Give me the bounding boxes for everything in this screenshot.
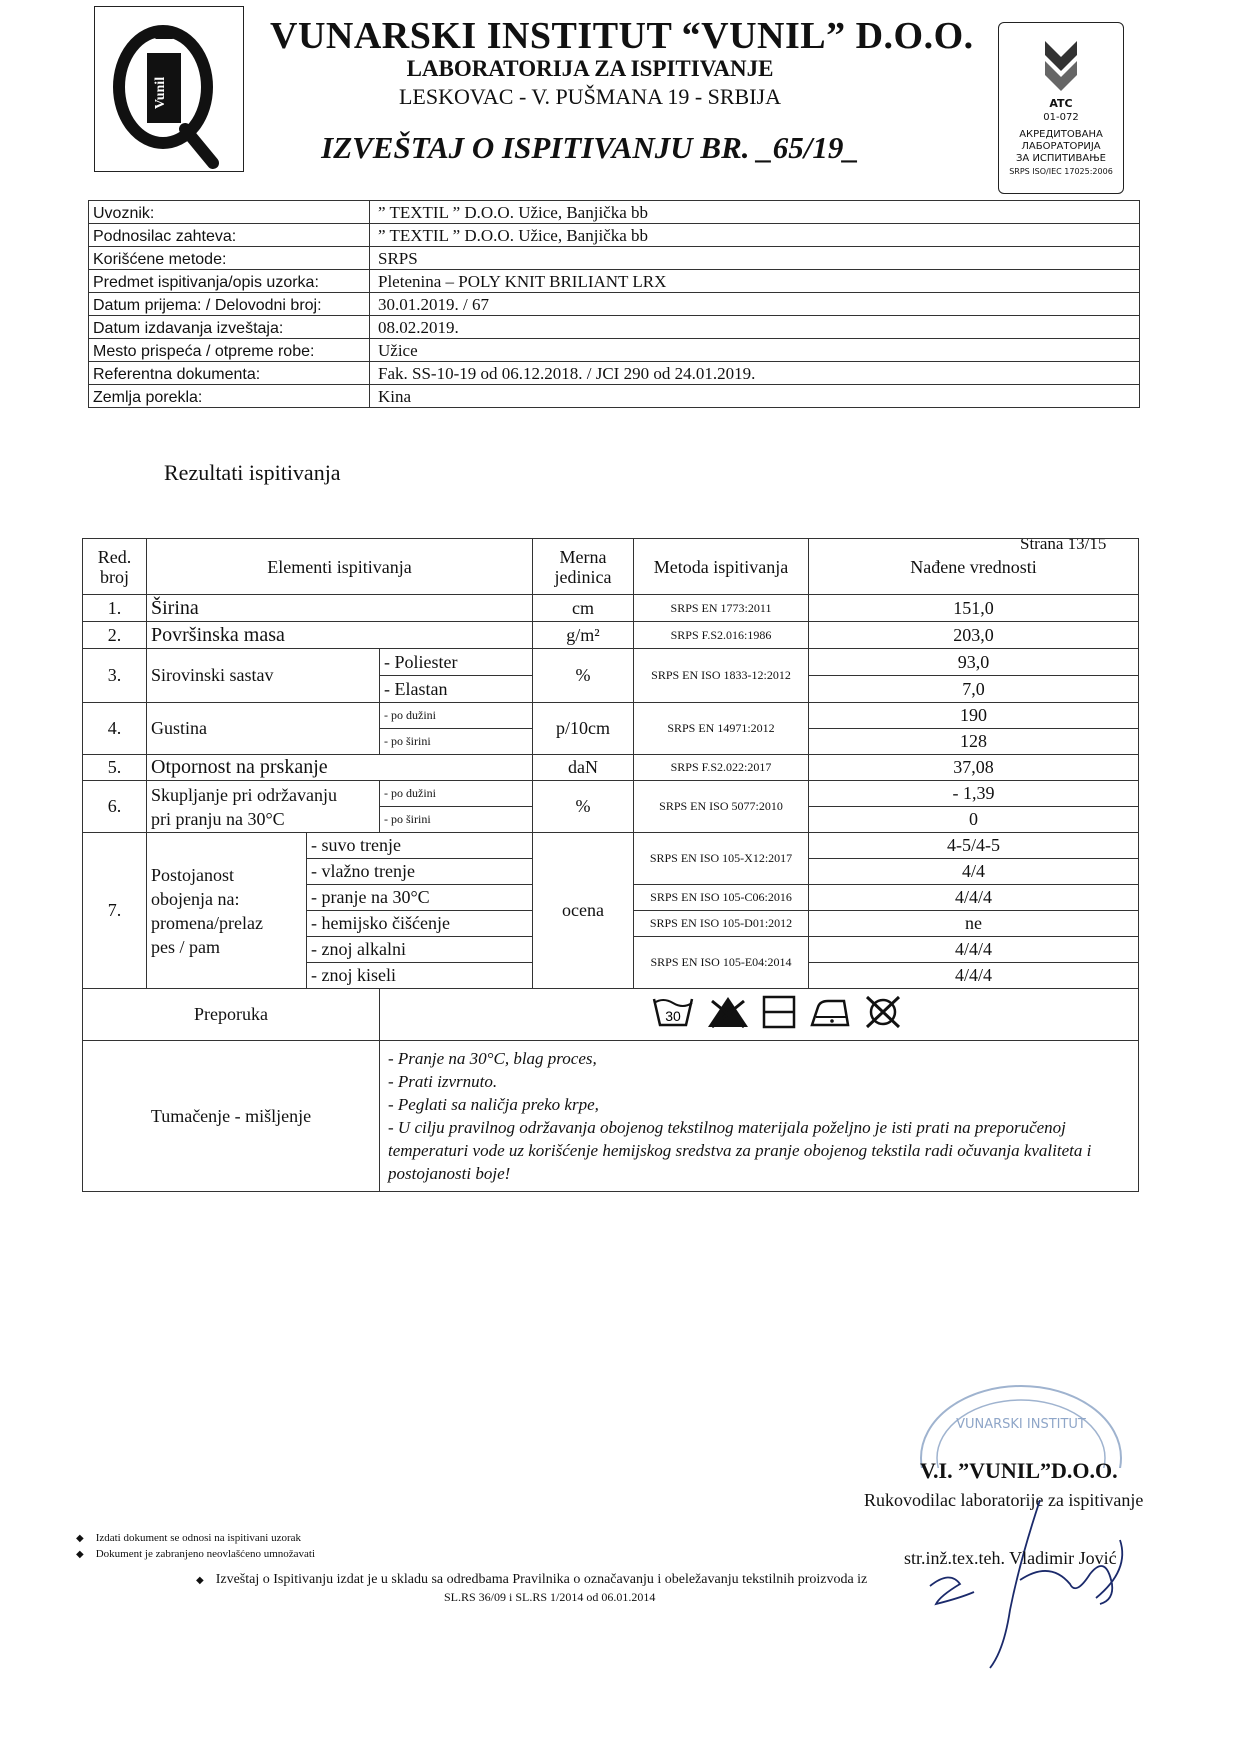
- row-method: SRPS EN ISO 1833-12:2012: [634, 649, 809, 703]
- institute-name: VUNARSKI INSTITUT “VUNIL” D.O.O.: [270, 15, 974, 57]
- row-no: 5.: [83, 755, 147, 781]
- info-value: SRPS: [370, 247, 1140, 270]
- row-method: SRPS EN ISO 5077:2010: [634, 781, 809, 833]
- footer-note: [76, 1532, 301, 1544]
- table-row: [83, 781, 1139, 807]
- signatory-name: str.inž.tex.teh. Vladimir Jović: [904, 1548, 1117, 1568]
- header-unit: Merna jedinica: [533, 539, 634, 595]
- info-value: Kina: [370, 385, 1140, 408]
- row-unit: cm: [533, 595, 634, 622]
- row-method: SRPS EN ISO 105-D01:2012: [634, 911, 809, 937]
- row-no: 3.: [83, 649, 147, 703]
- row-element: [147, 781, 380, 833]
- row-method: SRPS F.S2.022:2017: [634, 755, 809, 781]
- row-value: 151,0: [809, 595, 1139, 622]
- row-subelement: - pranje na 30°C: [307, 885, 533, 911]
- row-no: 4.: [83, 703, 147, 755]
- iron-icon: [808, 995, 852, 1029]
- no-dryclean-icon: [864, 995, 902, 1029]
- info-row: [89, 362, 1140, 385]
- report-label: IZVEŠTAJ O ISPITIVANJU BR.: [321, 130, 750, 165]
- report-title: [270, 130, 910, 166]
- info-value: Užice: [370, 339, 1140, 362]
- institute-stamp: [916, 1378, 1126, 1468]
- recommendation-row: [83, 989, 1139, 1041]
- row-unit: g/m²: [533, 622, 634, 649]
- footer-note-text: Dokument je zabranjeno neovlašćeno umnožavati: [95, 1548, 316, 1560]
- interpretation-line: - U cilju pravilnog održavanja obojenog tekstilnog materijala poželjno je isti prati na preporučenoj temperaturi vode uz korišćenje hemijskog sredstva za pranje obojenog tekstila radi očuvanja kvaliteta i postojanosti boje!: [388, 1118, 1092, 1183]
- info-label: Mesto prispeća / otpreme robe:: [89, 339, 370, 362]
- report-number: _65/19_: [757, 130, 859, 165]
- row-value: 4-5/4-5: [809, 833, 1139, 859]
- row-no: 6.: [83, 781, 147, 833]
- row-element: Otpornost na prskanje: [147, 755, 533, 781]
- interpretation-line: - Prati izvrnuto.: [388, 1072, 498, 1091]
- row-element-line4: pes / pam: [151, 936, 220, 957]
- info-label: Datum izdavanja izveštaja:: [89, 316, 370, 339]
- row-subelement: - po širini: [380, 807, 533, 833]
- row-method: SRPS EN ISO 105-C06:2016: [634, 885, 809, 911]
- row-unit: daN: [533, 755, 634, 781]
- row-value: 4/4/4: [809, 885, 1139, 911]
- row-element-line1: Skupljanje pri održavanju: [151, 784, 337, 805]
- info-value: Fak. SS-10-19 od 06.12.2018. / JCI 290 od 24.01.2019.: [370, 362, 1140, 385]
- row-value: 37,08: [809, 755, 1139, 781]
- row-no: 2.: [83, 622, 147, 649]
- row-value: 0: [809, 807, 1139, 833]
- row-unit: ocena: [533, 833, 634, 989]
- row-method: SRPS EN ISO 105-E04:2014: [634, 937, 809, 989]
- table-row: [83, 755, 1139, 781]
- info-label: Podnosilac zahteva:: [89, 224, 370, 247]
- header-element: Elementi ispitivanja: [147, 539, 533, 595]
- accreditation-line1: АКРЕДИТОВАНА: [1019, 129, 1103, 140]
- interpretation-line: - Peglati sa naličja preko krpe,: [388, 1095, 599, 1114]
- header-no: Red. broj: [83, 539, 147, 595]
- row-element: Gustina: [147, 703, 380, 755]
- no-bleach-icon: [706, 995, 750, 1029]
- info-row: [89, 201, 1140, 224]
- info-row: [89, 385, 1140, 408]
- bullet-icon: ◆: [196, 1575, 204, 1586]
- info-label: Uvoznik:: [89, 201, 370, 224]
- row-subelement: - Poliester: [380, 649, 533, 676]
- accreditation-mark-icon: [1039, 37, 1083, 93]
- interpretation-text: [380, 1041, 1139, 1192]
- laboratory-name: LABORATORIJA ZA ISPITIVANJE: [406, 56, 774, 81]
- info-row: [89, 270, 1140, 293]
- info-value: Pletenina – POLY KNIT BRILIANT LRX: [370, 270, 1140, 293]
- info-label: Referentna dokumenta:: [89, 362, 370, 385]
- header-value: Nađene vrednosti: [809, 539, 1139, 595]
- footer-legal-note: [196, 1572, 867, 1588]
- row-value: 93,0: [809, 649, 1139, 676]
- row-subelement: - po dužini: [380, 781, 533, 807]
- page-number: Strana 13/15: [1020, 534, 1107, 553]
- stamp-text: VUNARSKI INSTITUT: [956, 1417, 1086, 1432]
- info-row: [89, 316, 1140, 339]
- wash-temp: 30: [665, 1008, 681, 1024]
- row-value: 128: [809, 729, 1139, 755]
- row-subelement: - znoj kiseli: [307, 963, 533, 989]
- table-row: [83, 595, 1139, 622]
- info-row: [89, 224, 1140, 247]
- accreditation-line3: ЗА ИСПИТИВАЊЕ: [1016, 153, 1106, 164]
- footer-note: [76, 1548, 315, 1560]
- tumble-dry-icon: [762, 995, 796, 1029]
- row-subelement: - znoj alkalni: [307, 937, 533, 963]
- row-unit: %: [533, 649, 634, 703]
- info-label: Zemlja porekla:: [89, 385, 370, 408]
- accreditation-code: ATC: [1049, 97, 1073, 110]
- row-subelement: - po dužini: [380, 703, 533, 729]
- row-value: 203,0: [809, 622, 1139, 649]
- info-value: 30.01.2019. / 67: [370, 293, 1140, 316]
- info-row: [89, 247, 1140, 270]
- care-symbols: [380, 989, 1139, 1041]
- results-heading: Rezultati ispitivanja: [164, 460, 341, 485]
- table-row: [83, 703, 1139, 729]
- info-label: Korišćene metode:: [89, 247, 370, 270]
- row-element-line2: pri pranju na 30°C: [151, 808, 285, 829]
- row-unit: p/10cm: [533, 703, 634, 755]
- interpretation-label: Tumačenje - mišljenje: [83, 1041, 380, 1192]
- interpretation-line: - Pranje na 30°C, blag proces,: [388, 1049, 597, 1068]
- row-method: SRPS EN 1773:2011: [634, 595, 809, 622]
- row-value: 190: [809, 703, 1139, 729]
- institute-logo: [94, 6, 244, 172]
- handwritten-signature: [900, 1500, 1150, 1670]
- wash-30-icon: [652, 995, 694, 1029]
- row-no: 7.: [83, 833, 147, 989]
- accreditation-badge: [998, 22, 1124, 194]
- row-element-line3: promena/prelaz: [151, 912, 263, 933]
- info-row: [89, 339, 1140, 362]
- row-element-line1: Postojanost: [151, 864, 235, 885]
- institute-address: LESKOVAC - V. PUŠMANA 19 - SRBIJA: [398, 84, 782, 109]
- bullet-icon: ◆: [76, 1549, 84, 1560]
- vunil-logo-icon: [95, 7, 243, 171]
- row-subelement: - Elastan: [380, 676, 533, 703]
- info-value: 08.02.2019.: [370, 316, 1140, 339]
- table-row: [83, 649, 1139, 676]
- interpretation-row: [83, 1041, 1139, 1192]
- info-label: Predmet ispitivanja/opis uzorka:: [89, 270, 370, 293]
- row-element: Sirovinski sastav: [147, 649, 380, 703]
- table-row: [83, 833, 1139, 859]
- row-element: Širina: [147, 595, 533, 622]
- recommendation-label: Preporuka: [83, 989, 380, 1041]
- row-subelement: - po širini: [380, 729, 533, 755]
- row-subelement: - vlažno trenje: [307, 859, 533, 885]
- row-element: [147, 833, 307, 989]
- info-row: [89, 293, 1140, 316]
- row-method: SRPS EN ISO 105-X12:2017: [634, 833, 809, 885]
- results-table: [82, 538, 1139, 1192]
- signature-company: V.I. ”VUNIL”D.O.O.: [920, 1458, 1118, 1483]
- accreditation-line2: ЛАБОРАТОРИЈА: [1021, 141, 1101, 152]
- row-value: 4/4: [809, 859, 1139, 885]
- header-method: Metoda ispitivanja: [634, 539, 809, 595]
- sample-info-table: [88, 200, 1140, 408]
- row-value: 7,0: [809, 676, 1139, 703]
- row-subelement: - hemijsko čišćenje: [307, 911, 533, 937]
- row-no: 1.: [83, 595, 147, 622]
- row-element-line2: obojenja na:: [151, 888, 240, 909]
- info-label: Datum prijema: / Delovodni broj:: [89, 293, 370, 316]
- logo-text: Vunil: [153, 76, 168, 110]
- row-value: ne: [809, 911, 1139, 937]
- table-row: [83, 622, 1139, 649]
- info-value: ” TEXTIL ” D.O.O. Užice, Banjička bb: [370, 201, 1140, 224]
- accreditation-standard: SRPS ISO/IEC 17025:2006: [1009, 167, 1113, 176]
- bullet-icon: ◆: [76, 1533, 84, 1544]
- row-subelement: - suvo trenje: [307, 833, 533, 859]
- row-value: 4/4/4: [809, 937, 1139, 963]
- info-value: ” TEXTIL ” D.O.O. Užice, Banjička bb: [370, 224, 1140, 247]
- row-method: SRPS EN 14971:2012: [634, 703, 809, 755]
- row-method: SRPS F.S2.016:1986: [634, 622, 809, 649]
- row-element: Površinska masa: [147, 622, 533, 649]
- table-header-row: [83, 539, 1139, 595]
- row-value: - 1,39: [809, 781, 1139, 807]
- row-value: 4/4/4: [809, 963, 1139, 989]
- accreditation-number: 01-072: [1043, 112, 1079, 123]
- row-unit: %: [533, 781, 634, 833]
- footer-note-text: Izdati dokument se odnosi na ispitivani uzorak: [95, 1532, 301, 1544]
- signatory-role: Rukovodilac laboratorije za ispitivanje: [864, 1490, 1144, 1510]
- footer-legal-reference: SL.RS 36/09 i SL.RS 1/2014 od 06.01.2014: [444, 1590, 656, 1604]
- footer-legal-text: Izveštaj o Ispitivanju izdat je u skladu sa odredbama Pravilnika o označavanju i obeležavanju tekstilnih proizvoda iz: [215, 1572, 868, 1587]
